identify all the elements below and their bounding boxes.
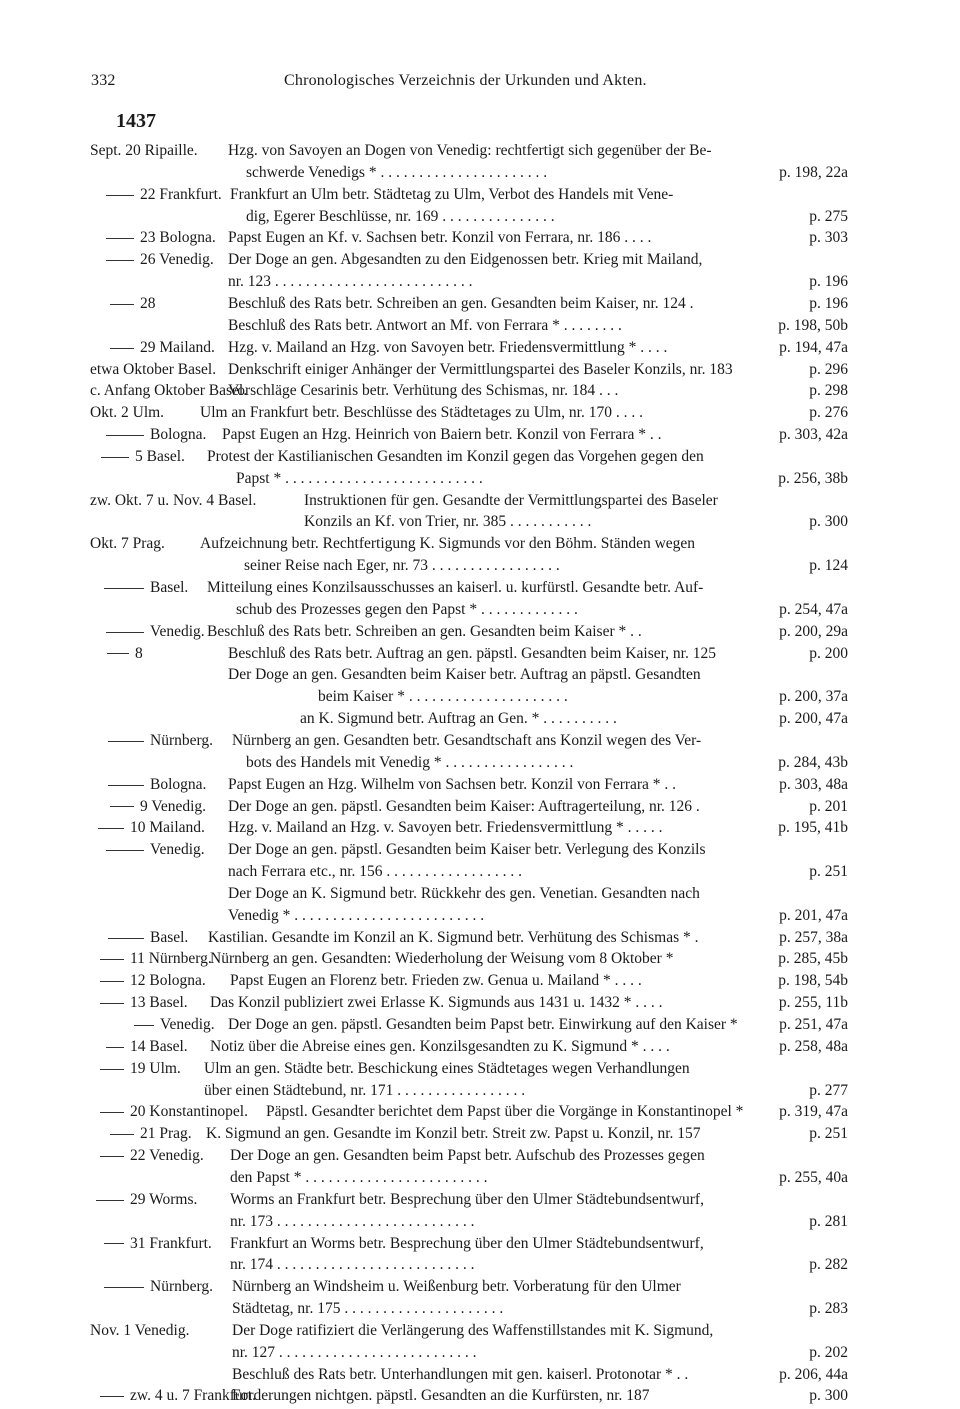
page-reference: p. 300 bbox=[809, 513, 848, 531]
entry-date-text: etwa Oktober Basel. bbox=[90, 360, 217, 378]
entry-line bbox=[0, 970, 960, 992]
entry-text: Der Doge an K. Sigmund betr. Rückkehr des gen. Venetian. Gesandten nach bbox=[228, 884, 700, 902]
page-reference: p. 201, 47a bbox=[779, 906, 848, 924]
entry-text: Ulm an gen. Städte betr. Beschickung eines Städtetages wegen Verhandlungen bbox=[204, 1059, 690, 1077]
entry-date bbox=[108, 927, 188, 949]
page-reference: p. 198, 22a bbox=[779, 163, 848, 181]
entry-text: Der Doge an gen. Gesandten beim Kaiser betr. Auftrag an päpstl. Gesandten bbox=[228, 666, 701, 684]
entry-text: Päpstl. Gesandter berichtet dem Papst über die Vorgänge in Konstantinopel * bbox=[266, 1103, 744, 1121]
entry-date bbox=[108, 730, 213, 752]
page-reference: p. 255, 40a bbox=[779, 1168, 848, 1186]
ditto-rule bbox=[110, 1134, 134, 1135]
entry-line bbox=[0, 446, 960, 468]
entry-date-text: 9 Venedig. bbox=[140, 797, 207, 815]
entry-text: bots des Handels mit Venedig * . . . . . . . . . . . . . . . . . bbox=[246, 753, 574, 771]
page-reference: p. 255, 11b bbox=[778, 994, 848, 1012]
entry-date bbox=[100, 948, 212, 970]
entry-date-text: Bologna. bbox=[150, 426, 207, 444]
page-reference: p. 195, 41b bbox=[778, 819, 848, 837]
entry-date-text: 28 bbox=[140, 294, 156, 312]
entry-date-text: 8 bbox=[135, 644, 143, 662]
ditto-rule bbox=[104, 1243, 124, 1244]
entry-date bbox=[104, 577, 188, 599]
entry-text: Worms an Frankfurt betr. Besprechung über den Ulmer Städtebundsentwurf, bbox=[230, 1190, 704, 1208]
entry-text: nr. 127 . . . . . . . . . . . . . . . . . . . . . . . . . . bbox=[232, 1343, 477, 1361]
entry-line bbox=[0, 752, 960, 774]
ditto-rule bbox=[108, 741, 144, 742]
entry-line bbox=[0, 380, 960, 402]
entry-text: Beschluß des Rats betr. Schreiben an gen. Gesandten beim Kaiser * . . bbox=[207, 622, 642, 640]
entry-line bbox=[0, 1254, 960, 1276]
entry-line bbox=[0, 227, 960, 249]
entry-text: Venedig * . . . . . . . . . . . . . . . . . . . . . . . . . bbox=[228, 906, 485, 924]
entry-date-text: Venedig. bbox=[150, 622, 205, 640]
entry-text: Frankfurt an Ulm betr. Städtetag zu Ulm, Verbot des Handels mit Vene- bbox=[230, 185, 674, 203]
entry-text: nr. 173 . . . . . . . . . . . . . . . . . . . . . . . . . . bbox=[230, 1212, 475, 1230]
entry-date bbox=[104, 1276, 213, 1298]
entry-text: Der Doge an gen. päpstl. Gesandten beim Papst betr. Einwirkung auf den Kaiser * bbox=[228, 1016, 738, 1033]
entry-date-text: zw. Okt. 7 u. Nov. 4 Basel. bbox=[90, 491, 257, 509]
entry-date bbox=[100, 970, 206, 992]
entry-line bbox=[0, 490, 960, 512]
entry-date-text: 11 Nürnberg. bbox=[130, 950, 212, 968]
entry-date bbox=[101, 446, 185, 468]
entry-text: Nürnberg an gen. Gesandten: Wiederholung der Weisung vom 8 Oktober * bbox=[210, 950, 674, 968]
page-reference: p. 258, 48a bbox=[779, 1037, 848, 1055]
entry-line bbox=[0, 1145, 960, 1167]
entry-date bbox=[134, 1014, 215, 1036]
ditto-rule bbox=[106, 260, 134, 261]
page-reference: p. 283 bbox=[809, 1300, 848, 1318]
entry-text: Nürnberg an gen. Gesandten betr. Gesandtschaft ans Konzil wegen des Ver- bbox=[232, 731, 702, 749]
ditto-rule bbox=[108, 785, 144, 786]
entry-text: Der Doge ratifiziert die Verlängerung des Waffenstillstandes mit K. Sigmund, bbox=[232, 1321, 714, 1339]
entry-date-text: 22 Frankfurt. bbox=[140, 185, 222, 203]
entry-line bbox=[0, 140, 960, 162]
entry-date-text: 5 Basel. bbox=[135, 447, 185, 465]
entry-date bbox=[106, 249, 214, 271]
page-reference: p. 251, 47a bbox=[779, 1016, 848, 1033]
entry-line bbox=[0, 359, 960, 381]
ditto-rule bbox=[134, 1025, 154, 1026]
entry-date bbox=[104, 1233, 212, 1255]
entry-text: Mitteilung eines Konzilsausschusses an kaiserl. u. kurfürstl. Gesandte betr. Auf- bbox=[207, 579, 704, 596]
page-reference: p. 257, 38a bbox=[779, 928, 848, 946]
entry-date bbox=[100, 1101, 248, 1123]
page-reference: p. 256, 38b bbox=[778, 469, 848, 487]
entry-date-text: 23 Bologna. bbox=[140, 229, 216, 247]
entry-line bbox=[0, 883, 960, 905]
page-reference: p. 319, 47a bbox=[779, 1103, 848, 1121]
entry-date bbox=[108, 774, 206, 796]
entry-text: Beschluß des Rats betr. Auftrag an gen. päpstl. Gesandten beim Kaiser, nr. 125 bbox=[228, 644, 716, 662]
entry-text: Hzg. von Savoyen an Dogen von Venedig: rechtfertigt sich gegenüber der Be- bbox=[228, 142, 712, 159]
entry-text: Denkschrift einiger Anhänger der Vermittlungspartei des Baseler Konzils, nr. 183 bbox=[228, 360, 733, 378]
entry-text: Kastilian. Gesandte im Konzil an K. Sigmund betr. Verhütung des Schismas * . bbox=[208, 928, 699, 946]
entry-date bbox=[107, 643, 143, 665]
entry-text: Hzg. v. Mailand an Hzg. v. Savoyen betr. Friedensvermittlung * . . . . . bbox=[228, 819, 663, 837]
entry-date bbox=[110, 796, 206, 818]
entry-line bbox=[0, 730, 960, 752]
entry-date-text: 12 Bologna. bbox=[130, 972, 206, 990]
entry-text: Instruktionen für gen. Gesandte der Vermittlungspartei des Baseler bbox=[304, 491, 718, 509]
entry-line bbox=[0, 577, 960, 599]
entry-date-text: 22 Venedig. bbox=[130, 1147, 204, 1165]
entry-line bbox=[0, 1342, 960, 1364]
entry-date-text: 20 Konstantinopel. bbox=[130, 1103, 248, 1121]
entry-line bbox=[0, 1189, 960, 1211]
entry-date-text: 19 Ulm. bbox=[130, 1059, 181, 1077]
ditto-rule bbox=[106, 238, 134, 239]
entry-text: Hzg. v. Mailand an Hzg. von Savoyen betr. Friedensvermittlung * . . . . bbox=[228, 338, 668, 356]
entry-text: Frankfurt an Worms betr. Besprechung über den Ulmer Städtebundsentwurf, bbox=[230, 1234, 704, 1252]
ditto-rule bbox=[106, 850, 144, 851]
ditto-rule bbox=[100, 959, 124, 960]
ditto-rule bbox=[96, 1200, 124, 1201]
entry-line bbox=[0, 774, 960, 796]
entry-line bbox=[0, 1036, 960, 1058]
entry-text: Konzils an Kf. von Trier, nr. 385 . . . . . . . . . . . bbox=[304, 513, 592, 531]
page-reference: p. 275 bbox=[809, 207, 848, 225]
page-reference: p. 254, 47a bbox=[779, 600, 848, 618]
entry-text: Aufzeichnung betr. Rechtfertigung K. Sigmunds vor den Böhm. Ständen wegen bbox=[200, 535, 696, 553]
entry-date bbox=[90, 359, 216, 381]
entry-date bbox=[90, 380, 247, 402]
page-reference: p. 251 bbox=[809, 1125, 848, 1143]
entry-line bbox=[0, 1298, 960, 1320]
page-reference: p. 303 bbox=[809, 229, 848, 247]
entry-text: Vorschläge Cesarinis betr. Verhütung des Schismas, nr. 184 . . . bbox=[228, 382, 619, 400]
entry-text: Papst Eugen an Florenz betr. Frieden zw. Genua u. Mailand * . . . . bbox=[230, 972, 642, 990]
entry-date bbox=[110, 337, 215, 359]
entry-line bbox=[0, 1276, 960, 1298]
entry-date-text: 21 Prag. bbox=[140, 1125, 192, 1143]
page-reference: p. 281 bbox=[809, 1212, 848, 1230]
entry-text: Ulm an Frankfurt betr. Beschlüsse des Städtetages zu Ulm, nr. 170 . . . . bbox=[200, 404, 643, 422]
ditto-rule bbox=[100, 1112, 124, 1113]
page-reference: p. 296 bbox=[809, 360, 848, 378]
entry-line bbox=[0, 664, 960, 686]
entry-date bbox=[110, 1123, 192, 1145]
entry-text: Notiz über die Abreise eines gen. Konzilsgesandten zu K. Sigmund * . . . . bbox=[210, 1037, 670, 1055]
entry-line bbox=[0, 643, 960, 665]
entry-line bbox=[0, 271, 960, 293]
entry-line bbox=[0, 1320, 960, 1342]
ditto-rule bbox=[98, 828, 124, 829]
year-heading: 1437 bbox=[116, 110, 156, 132]
entry-text: Das Konzil publiziert zwei Erlasse K. Sigmunds aus 1431 u. 1432 * . . . . bbox=[210, 994, 663, 1012]
page-reference: p. 200, 37a bbox=[779, 688, 848, 706]
entry-text: schwerde Venedigs * . . . . . . . . . . . . . . . . . . . . . . bbox=[246, 163, 548, 181]
entry-line bbox=[0, 948, 960, 970]
entry-text: über einen Städtebund, nr. 171 . . . . . . . . . . . . . . . . . bbox=[204, 1081, 526, 1099]
page-reference: p. 276 bbox=[809, 404, 848, 422]
entry-date bbox=[90, 140, 198, 162]
entry-text: Beschluß des Rats betr. Schreiben an gen. Gesandten beim Kaiser, nr. 124 . bbox=[228, 294, 694, 312]
entry-line bbox=[0, 927, 960, 949]
page-reference: p. 200, 29a bbox=[779, 622, 848, 640]
page-reference: p. 303, 42a bbox=[779, 426, 848, 444]
ditto-rule bbox=[106, 435, 144, 436]
entry-date bbox=[106, 1036, 188, 1058]
page-reference: p. 196 bbox=[809, 294, 848, 312]
entry-date-text: zw. 4 u. 7 Frankfurt. bbox=[130, 1387, 256, 1405]
entry-text: Nürnberg an Windsheim u. Weißenburg betr. Vorberatung für den Ulmer bbox=[232, 1278, 681, 1296]
entry-text: Papst Eugen an Hzg. Heinrich von Baiern betr. Konzil von Ferrara * . . bbox=[222, 426, 662, 444]
entry-date-text: Nürnberg. bbox=[150, 1278, 213, 1296]
entry-date-text: 31 Frankfurt. bbox=[130, 1234, 212, 1252]
page-reference: p. 277 bbox=[809, 1081, 848, 1099]
entry-date-text: Okt. 7 Prag. bbox=[90, 535, 165, 553]
entry-line bbox=[0, 1014, 960, 1036]
entry-line bbox=[0, 533, 960, 555]
page-reference: p. 300 bbox=[809, 1387, 848, 1405]
page-reference: p. 251 bbox=[809, 863, 848, 881]
entry-line bbox=[0, 599, 960, 621]
entry-text: Der Doge an gen. Gesandten beim Papst betr. Aufschub des Prozesses gegen bbox=[230, 1147, 705, 1165]
page-reference: p. 198, 54b bbox=[778, 972, 848, 990]
entry-date bbox=[96, 1189, 197, 1211]
page-reference: p. 198, 50b bbox=[778, 316, 848, 334]
ditto-rule bbox=[110, 806, 134, 807]
entry-line bbox=[0, 817, 960, 839]
entry-date bbox=[90, 533, 165, 555]
entry-line bbox=[0, 708, 960, 730]
entry-line bbox=[0, 796, 960, 818]
entry-text: den Papst * . . . . . . . . . . . . . . . . . . . . . . . . bbox=[230, 1168, 488, 1186]
entry-line bbox=[0, 1364, 960, 1386]
entry-date bbox=[110, 293, 156, 315]
entry-text: Städtetag, nr. 175 . . . . . . . . . . . . . . . . . . . . . bbox=[232, 1300, 504, 1318]
page-reference: p. 206, 44a bbox=[779, 1365, 848, 1383]
entry-line bbox=[0, 184, 960, 206]
entry-text: Der Doge an gen. Abgesandten zu den Eidgenossen betr. Krieg mit Mailand, bbox=[228, 251, 703, 269]
entry-line bbox=[0, 686, 960, 708]
entry-date-text: 13 Basel. bbox=[130, 994, 188, 1012]
entry-line bbox=[0, 1101, 960, 1123]
page-reference: p. 285, 45b bbox=[778, 950, 848, 968]
entry-line bbox=[0, 1080, 960, 1102]
entry-line bbox=[0, 206, 960, 228]
entry-line bbox=[0, 1211, 960, 1233]
entry-text: nr. 174 . . . . . . . . . . . . . . . . . . . . . . . . . . bbox=[230, 1256, 475, 1274]
page-reference: p. 194, 47a bbox=[779, 338, 848, 356]
entry-date-text: 29 Worms. bbox=[130, 1190, 198, 1208]
page-reference: p. 282 bbox=[809, 1256, 848, 1274]
entry-date-text: Sept. 20 Ripaille. bbox=[90, 142, 198, 159]
entry-date bbox=[106, 621, 205, 643]
ditto-rule bbox=[110, 304, 134, 305]
entry-line bbox=[0, 1058, 960, 1080]
entry-date bbox=[106, 424, 206, 446]
entry-date-text: Bologna. bbox=[150, 775, 207, 793]
entry-date-text: Nürnberg. bbox=[150, 731, 213, 749]
entry-date bbox=[106, 227, 216, 249]
entry-date-text: Venedig. bbox=[150, 841, 205, 859]
entry-text: K. Sigmund an gen. Gesandte im Konzil betr. Streit zw. Papst u. Konzil, nr. 157 bbox=[206, 1125, 701, 1143]
entry-date bbox=[106, 839, 205, 861]
entry-line bbox=[0, 905, 960, 927]
entry-text: seiner Reise nach Eger, nr. 73 . . . . . . . . . . . . . . . . . bbox=[244, 557, 560, 575]
page-reference: p. 298 bbox=[809, 382, 848, 400]
page-reference: p. 201 bbox=[809, 797, 848, 815]
entry-line bbox=[0, 555, 960, 577]
page-reference: p. 196 bbox=[809, 273, 848, 291]
entry-date-text: Nov. 1 Venedig. bbox=[90, 1321, 190, 1339]
entry-line bbox=[0, 1233, 960, 1255]
entry-date bbox=[100, 992, 188, 1014]
entry-text: Protest der Kastilianischen Gesandten im Konzil gegen das Vorgehen gegen den bbox=[207, 447, 704, 465]
ditto-rule bbox=[100, 981, 124, 982]
entry-line bbox=[0, 992, 960, 1014]
entry-text: Papst Eugen an Hzg. Wilhelm von Sachsen betr. Konzil von Ferrara * . . bbox=[228, 775, 677, 793]
running-title: Chronologisches Verzeichnis der Urkunden und Akten. bbox=[284, 72, 647, 89]
entry-text: an K. Sigmund betr. Auftrag an Gen. * . . . . . . . . . . bbox=[300, 710, 617, 728]
entry-line bbox=[0, 249, 960, 271]
entry-line bbox=[0, 162, 960, 184]
ditto-rule bbox=[106, 632, 144, 633]
entry-date bbox=[90, 402, 164, 424]
ditto-rule bbox=[106, 1047, 124, 1048]
entry-line bbox=[0, 1167, 960, 1189]
entry-text: Der Doge an gen. päpstl. Gesandten beim Kaiser betr. Verlegung des Konzils bbox=[228, 841, 706, 859]
entry-date bbox=[98, 817, 205, 839]
entry-date-text: Okt. 2 Ulm. bbox=[90, 404, 165, 422]
entry-date-text: Basel. bbox=[150, 579, 189, 596]
entry-text: Papst * . . . . . . . . . . . . . . . . . . . . . . . . . . bbox=[236, 469, 483, 487]
entry-date bbox=[106, 184, 222, 206]
ditto-rule bbox=[106, 195, 134, 196]
entry-date-text: Venedig. bbox=[160, 1016, 215, 1033]
entry-line bbox=[0, 1123, 960, 1145]
entry-text: Beschluß des Rats betr. Unterhandlungen mit gen. kaiserl. Protonotar * . . bbox=[232, 1365, 689, 1383]
entry-text: schub des Prozesses gegen den Papst * . . . . . . . . . . . . . bbox=[236, 600, 578, 618]
ditto-rule bbox=[110, 348, 134, 349]
ditto-rule bbox=[108, 938, 144, 939]
entry-date-text: c. Anfang Oktober Basel. bbox=[90, 382, 248, 400]
page-reference: p. 200 bbox=[809, 644, 848, 662]
page-reference: p. 124 bbox=[809, 557, 848, 575]
entry-line bbox=[0, 1385, 960, 1407]
entry-date-text: 29 Mailand. bbox=[140, 338, 215, 356]
page-reference: p. 284, 43b bbox=[778, 753, 848, 771]
ditto-rule bbox=[104, 1287, 144, 1288]
ditto-rule bbox=[107, 653, 129, 654]
entry-text: Papst Eugen an Kf. v. Sachsen betr. Konzil von Ferrara, nr. 186 . . . . bbox=[228, 229, 652, 247]
entry-line bbox=[0, 861, 960, 883]
ditto-rule bbox=[101, 457, 129, 458]
page-number: 332 bbox=[91, 72, 116, 89]
page-reference: p. 202 bbox=[809, 1343, 848, 1361]
ditto-rule bbox=[100, 1003, 124, 1004]
entry-line bbox=[0, 424, 960, 446]
entry-date-text: 26 Venedig. bbox=[140, 251, 214, 269]
entry-text: dig, Egerer Beschlüsse, nr. 169 . . . . . . . . . . . . . . . bbox=[246, 207, 555, 225]
ditto-rule bbox=[100, 1156, 124, 1157]
entry-date bbox=[90, 490, 256, 512]
entry-line bbox=[0, 468, 960, 490]
entry-line bbox=[0, 293, 960, 315]
entry-text: beim Kaiser * . . . . . . . . . . . . . . . . . . . . . bbox=[318, 688, 568, 706]
ditto-rule bbox=[100, 1069, 124, 1070]
entry-date-text: Basel. bbox=[150, 928, 189, 946]
entry-date-text: 14 Basel. bbox=[130, 1037, 188, 1055]
entry-date bbox=[100, 1145, 204, 1167]
entry-line bbox=[0, 621, 960, 643]
entry-text: nach Ferrara etc., nr. 156 . . . . . . . . . . . . . . . . . . bbox=[228, 863, 523, 881]
page-reference: p. 200, 47a bbox=[779, 710, 848, 728]
ditto-rule bbox=[104, 588, 144, 589]
entry-date bbox=[100, 1058, 181, 1080]
entry-line bbox=[0, 839, 960, 861]
entry-text: Forderungen nichtgen. päpstl. Gesandten an die Kurfürsten, nr. 187 bbox=[232, 1387, 650, 1405]
entry-line bbox=[0, 402, 960, 424]
entry-line bbox=[0, 337, 960, 359]
entry-text: nr. 123 . . . . . . . . . . . . . . . . . . . . . . . . . . bbox=[228, 273, 473, 291]
entry-date bbox=[90, 1320, 189, 1342]
entry-text: Beschluß des Rats betr. Antwort an Mf. von Ferrara * . . . . . . . . bbox=[228, 316, 622, 334]
entry-line bbox=[0, 315, 960, 337]
entry-date-text: 10 Mailand. bbox=[130, 819, 205, 837]
ditto-rule bbox=[100, 1396, 124, 1397]
page-reference: p. 303, 48a bbox=[779, 775, 848, 793]
entry-text: Der Doge an gen. päpstl. Gesandten beim Kaiser: Auftragerteilung, nr. 126 . bbox=[228, 797, 700, 815]
entry-line bbox=[0, 511, 960, 533]
